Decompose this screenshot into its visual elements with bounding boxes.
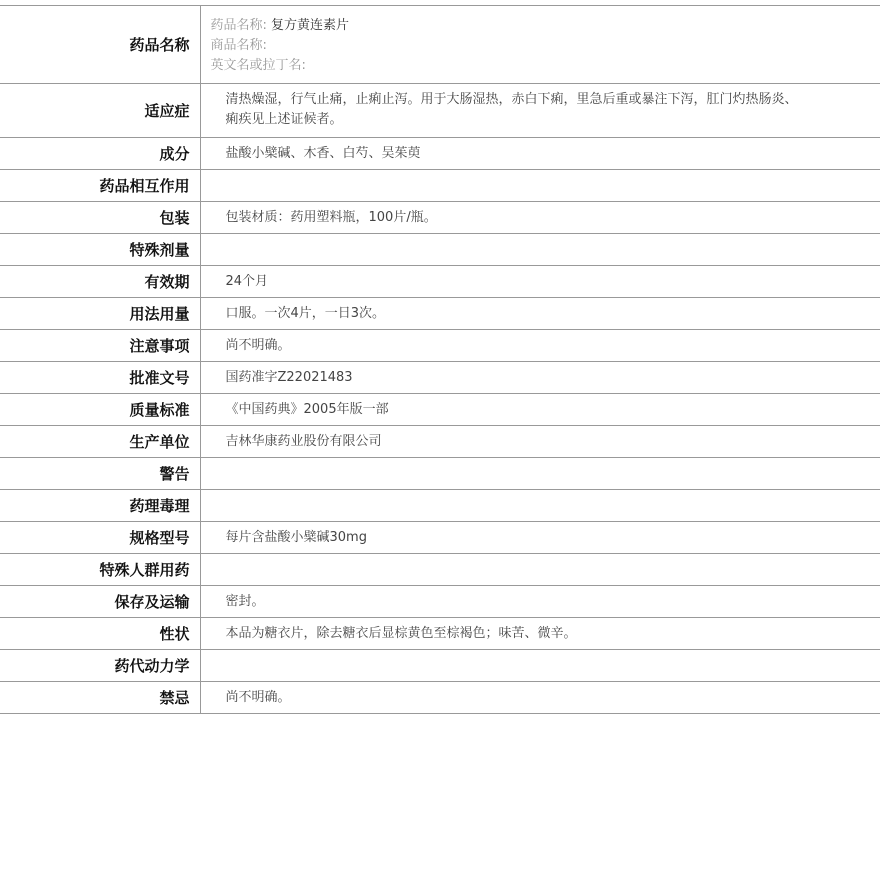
table-row <box>0 202 880 234</box>
row-value <box>200 234 880 266</box>
row-value <box>200 554 880 586</box>
row-value <box>200 458 880 490</box>
table-row <box>0 522 880 554</box>
table-row <box>0 330 880 362</box>
drug-name-details <box>200 6 880 84</box>
table-row <box>0 586 880 618</box>
row-value: 每片含盐酸小檗碱30mg <box>200 522 880 554</box>
table-row <box>0 426 880 458</box>
row-label: 用法用量 <box>0 298 200 330</box>
row-value <box>200 650 880 682</box>
row-value: 盐酸小檗碱、木香、白芍、吴茱萸 <box>200 138 880 170</box>
table-row <box>0 170 880 202</box>
table-row <box>0 234 880 266</box>
row-value: 尚不明确。 <box>200 682 880 714</box>
row-value: 24个月 <box>200 266 880 298</box>
table-row <box>0 490 880 522</box>
row-value <box>200 170 880 202</box>
table-row <box>0 650 880 682</box>
trade-name-label: 商品名称: <box>210 38 267 53</box>
row-label: 禁忌 <box>0 682 200 714</box>
table-row <box>0 682 880 714</box>
table-row <box>0 618 880 650</box>
generic-name-line <box>211 16 880 36</box>
row-label: 包装 <box>0 202 200 234</box>
trade-name-line <box>211 36 880 56</box>
row-label: 规格型号 <box>0 522 200 554</box>
row-label: 注意事项 <box>0 330 200 362</box>
drug-name-row <box>0 6 880 84</box>
row-value: 本品为糖衣片，除去糖衣后显棕黄色至棕褐色；味苦、微辛。 <box>200 618 880 650</box>
english-name-line <box>211 56 880 76</box>
english-name-label: 英文名或拉丁名: <box>210 58 306 73</box>
row-label: 药理毒理 <box>0 490 200 522</box>
table-row <box>0 266 880 298</box>
row-label: 药品相互作用 <box>0 170 200 202</box>
row-value: 吉林华康药业股份有限公司 <box>200 426 880 458</box>
drug-name-label: 药品名称 <box>0 6 200 84</box>
row-value: 密封。 <box>200 586 880 618</box>
row-label: 药代动力学 <box>0 650 200 682</box>
row-label: 性状 <box>0 618 200 650</box>
table-row <box>0 298 880 330</box>
table-row <box>0 362 880 394</box>
table-row <box>0 138 880 170</box>
table-row-indications <box>0 84 880 138</box>
row-value: 清热燥湿，行气止痛，止痢止泻。用于大肠湿热，赤白下痢，里急后重或暴注下泻，肛门灼热肠炎、痢疾见上述证候者。 <box>200 84 880 138</box>
row-value: 包装材质：药用塑料瓶，100片/瓶。 <box>200 202 880 234</box>
row-value: 尚不明确。 <box>200 330 880 362</box>
row-label: 有效期 <box>0 266 200 298</box>
row-label: 警告 <box>0 458 200 490</box>
row-value: 口服。一次4片，一日3次。 <box>200 298 880 330</box>
row-label: 特殊剂量 <box>0 234 200 266</box>
row-label: 生产单位 <box>0 426 200 458</box>
row-label: 特殊人群用药 <box>0 554 200 586</box>
row-label: 批准文号 <box>0 362 200 394</box>
row-value: 国药准字Z22021483 <box>200 362 880 394</box>
row-label: 成分 <box>0 138 200 170</box>
row-label: 质量标准 <box>0 394 200 426</box>
generic-name-label: 药品名称: <box>210 18 267 33</box>
generic-name-value: 复方黄连素片 <box>271 18 350 33</box>
row-label: 适应症 <box>0 84 200 138</box>
table-row <box>0 554 880 586</box>
row-value: 《中国药典》2005年版一部 <box>200 394 880 426</box>
table-row <box>0 394 880 426</box>
table-row <box>0 458 880 490</box>
drug-info-table <box>0 5 880 714</box>
row-label: 保存及运输 <box>0 586 200 618</box>
row-value <box>200 490 880 522</box>
